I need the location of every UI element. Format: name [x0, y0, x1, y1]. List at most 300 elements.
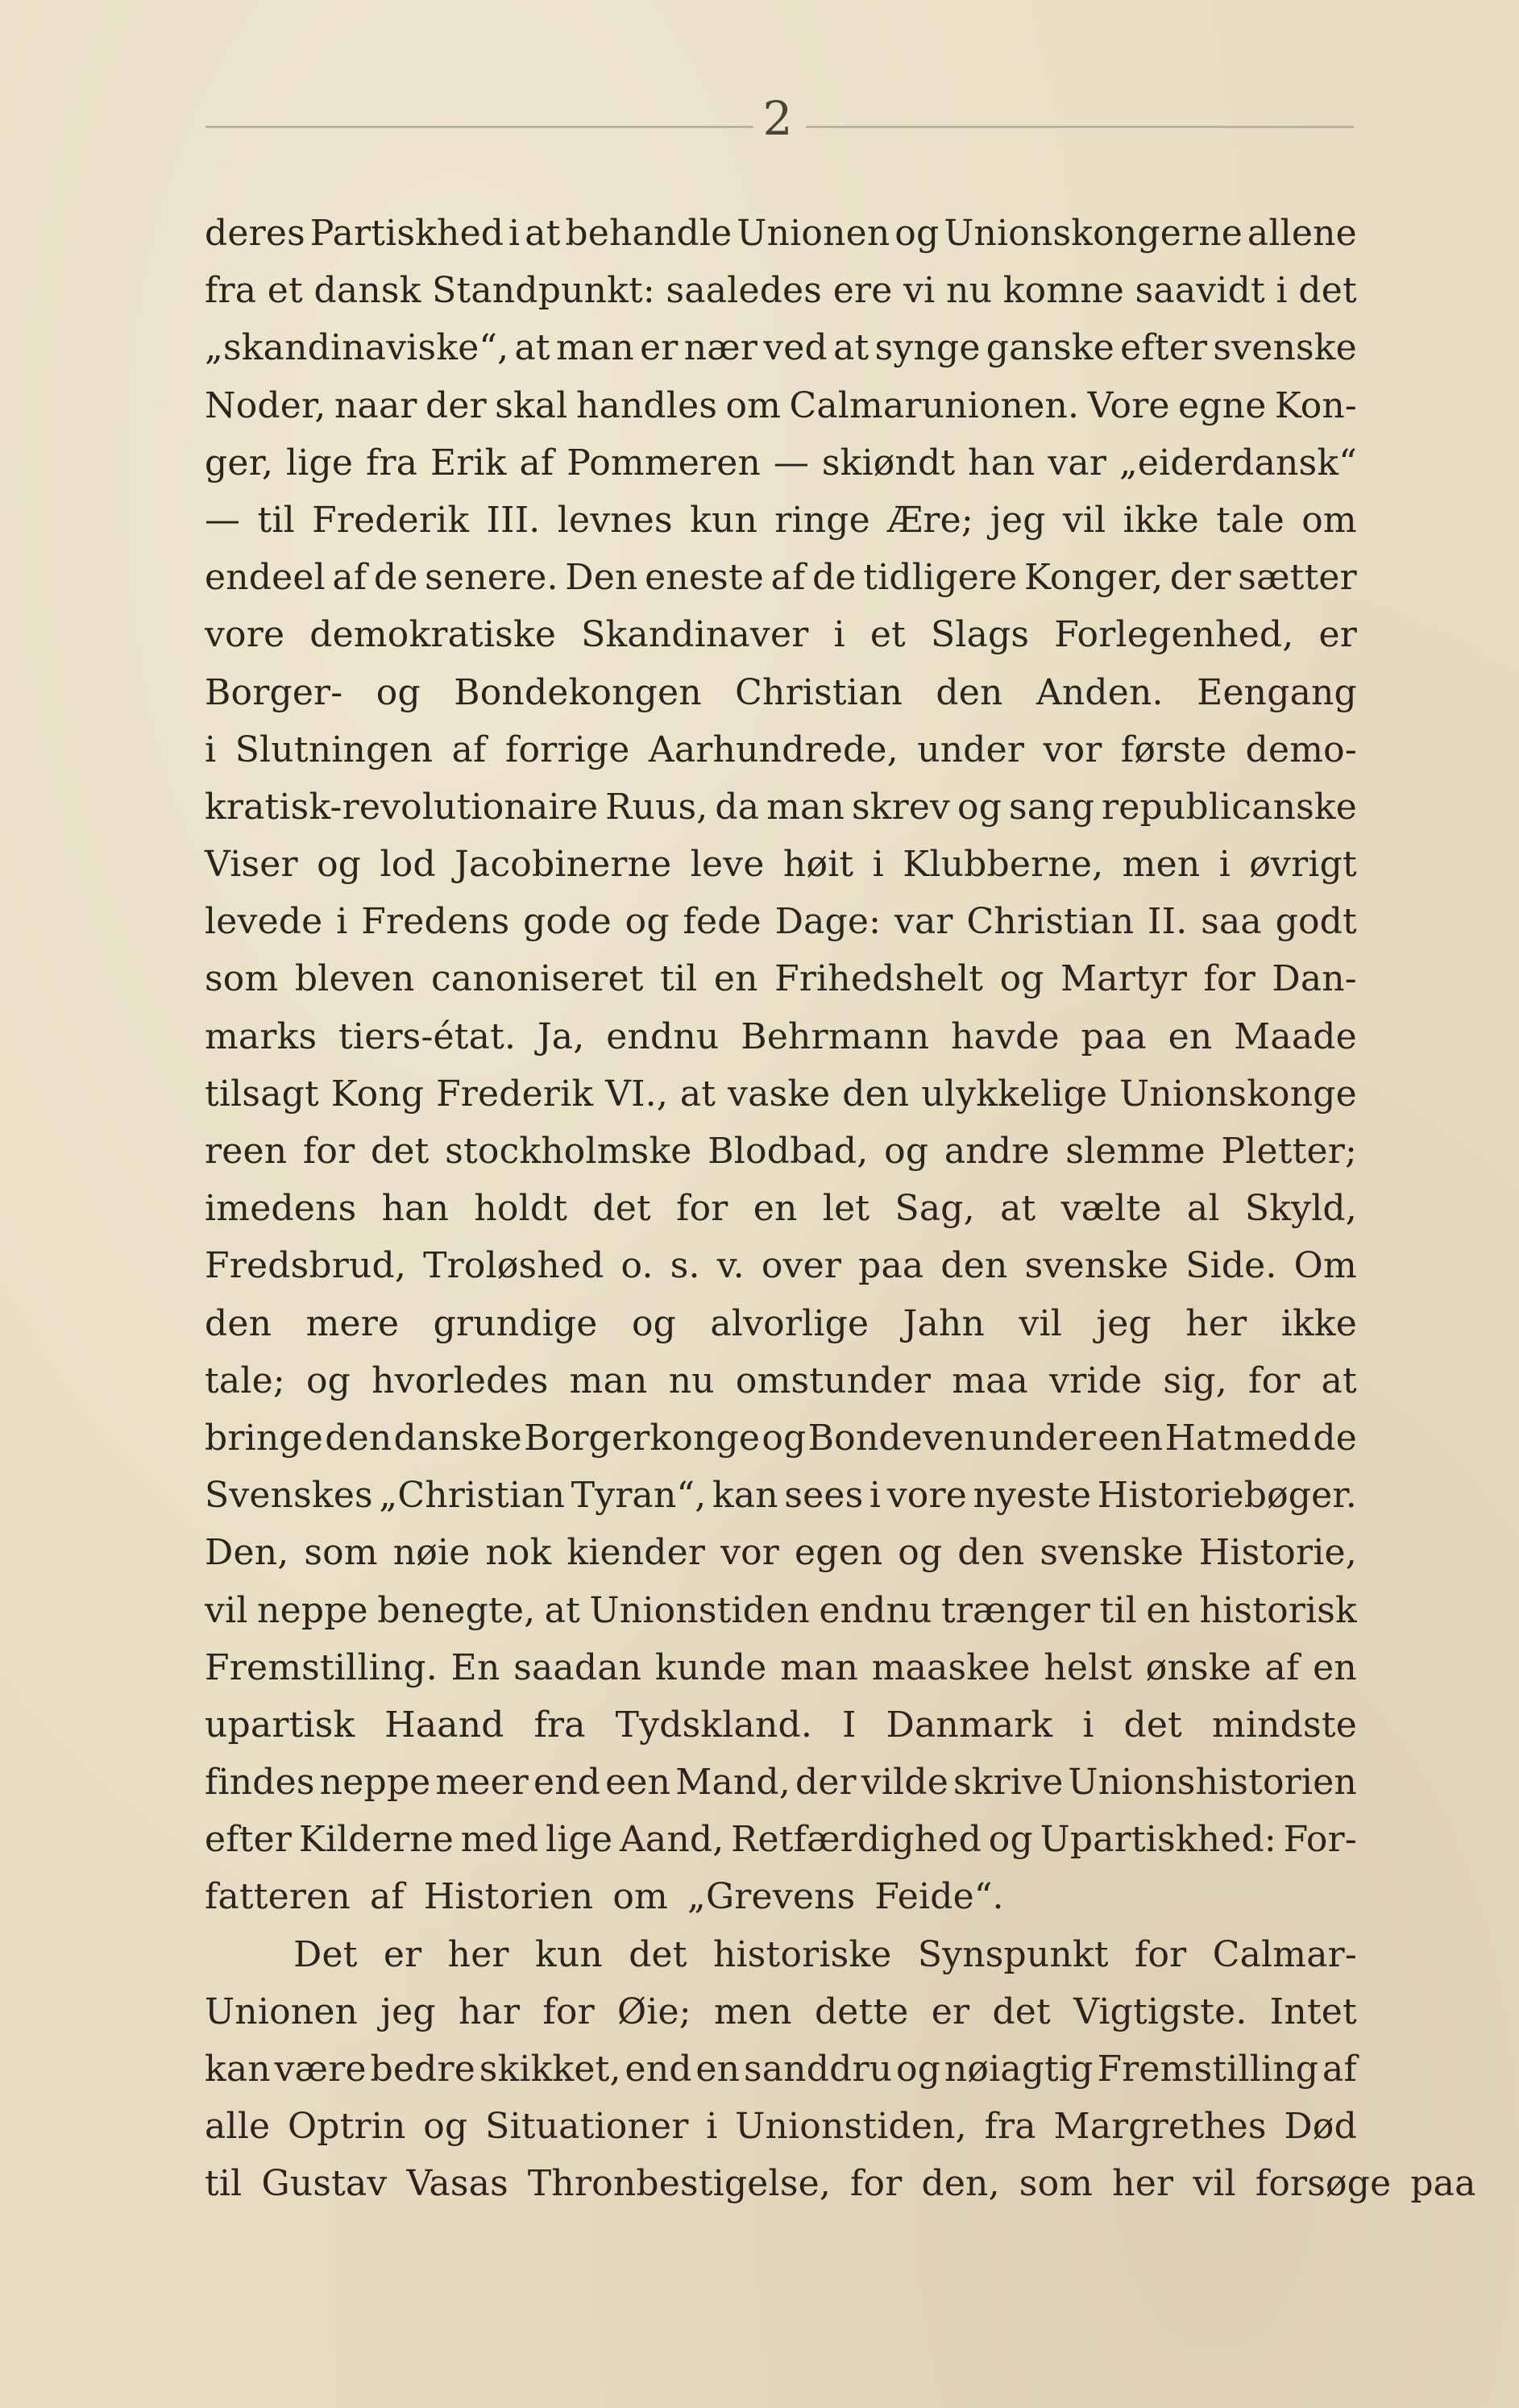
word: kan [205, 2049, 271, 2090]
word: man [569, 1360, 648, 1401]
word: for [676, 1188, 728, 1230]
text-line [205, 606, 1357, 663]
text-line [205, 262, 1357, 319]
word: ulykkelige [921, 1073, 1108, 1115]
word: holdt [474, 1188, 568, 1230]
word: en [1168, 1015, 1213, 1057]
word: for [1248, 1360, 1301, 1401]
word: o. [620, 1245, 654, 1287]
word: eneste [645, 557, 764, 599]
word: v. [716, 1245, 745, 1287]
word: alvorlige [710, 1302, 869, 1344]
word: skikket, [479, 2049, 621, 2090]
text-line [205, 778, 1357, 836]
word: marks [205, 1015, 317, 1057]
word: Vore [1087, 384, 1170, 426]
word: nær [683, 327, 758, 369]
word: i [1218, 844, 1231, 886]
word: Kon- [1274, 384, 1357, 426]
word: maa [952, 1360, 1028, 1401]
word: vi [903, 270, 936, 312]
word: leve [690, 844, 765, 886]
word: — [205, 499, 241, 541]
word: Anden. [1035, 671, 1164, 713]
word: efter [205, 1819, 293, 1861]
word: saa [1201, 901, 1262, 943]
word: i [205, 729, 217, 770]
word: Jahn [903, 1302, 986, 1344]
word: vor [1043, 729, 1102, 770]
word: af [369, 1876, 405, 1918]
word: for [1135, 1933, 1187, 1975]
text-line [205, 2098, 1357, 2155]
word: af [770, 557, 806, 599]
word: Død [1284, 2106, 1357, 2148]
word: kan [712, 1475, 778, 1517]
word: lige [286, 442, 354, 484]
word: Ruus, [605, 786, 708, 828]
word: i [869, 1475, 882, 1517]
word: endeel [205, 557, 326, 599]
text-line [205, 319, 1357, 376]
word: „Christian [379, 1475, 566, 1517]
word: til [660, 958, 698, 1000]
word: Borgerkonge [524, 1417, 761, 1459]
word: Historien [423, 1876, 594, 1918]
word: stockholmske [445, 1131, 692, 1172]
word: af [1322, 2049, 1357, 2090]
word: og [762, 1417, 807, 1459]
word: man [766, 786, 845, 828]
word: VI., [605, 1073, 669, 1115]
word: Slags [930, 614, 1030, 656]
word: helst [1044, 1646, 1133, 1688]
word: Unionen [737, 213, 890, 254]
text-line [205, 1983, 1357, 2041]
text-line [205, 1868, 1357, 1925]
text-line [205, 664, 1357, 721]
word: danske [393, 1417, 522, 1459]
word: end [625, 2049, 692, 2090]
word: Behrmann [741, 1015, 930, 1057]
word: ved [763, 327, 828, 369]
word: øvrigt [1249, 844, 1357, 886]
text-line [205, 434, 1357, 492]
word: tale [1216, 499, 1285, 541]
word: i [872, 844, 884, 886]
word: Borger- [205, 671, 343, 713]
word: Optrin [287, 2106, 406, 2148]
word: Maade [1234, 1015, 1357, 1057]
word: imedens [205, 1188, 357, 1230]
word: demo- [1245, 729, 1357, 770]
body-text [205, 205, 1476, 2213]
word: er [931, 1991, 970, 2032]
word: det [1123, 1704, 1183, 1746]
word: sætter [1238, 557, 1357, 599]
word: trænger [941, 1589, 1091, 1631]
word: maaskee [871, 1646, 1031, 1688]
word: Tydskland. [615, 1704, 813, 1746]
word: nyeste [973, 1475, 1092, 1517]
word: grundige [433, 1302, 598, 1344]
word: svenske [1024, 1245, 1169, 1287]
word: bleven [294, 958, 415, 1000]
word: ønske [1145, 1646, 1251, 1688]
word: Pletter; [1221, 1131, 1357, 1172]
word: de [373, 557, 418, 599]
word: under [917, 729, 1025, 770]
word: med [1233, 1417, 1312, 1459]
word: svenske [1213, 327, 1357, 369]
word: Bondeven [807, 1417, 987, 1459]
word: nøiagtig [944, 2049, 1094, 2090]
word: det [1298, 270, 1357, 312]
word: Unionskonge [1119, 1073, 1357, 1115]
word: var [894, 901, 953, 943]
word: mere [305, 1302, 400, 1344]
text-line [205, 1811, 1357, 1868]
word: i [833, 614, 845, 656]
word: det [992, 1991, 1051, 2032]
word: og [884, 1131, 929, 1172]
word: som [304, 1532, 378, 1574]
word: de [812, 557, 857, 599]
word: Sag, [894, 1188, 975, 1230]
word: mindste [1211, 1704, 1357, 1746]
word: en [753, 1188, 798, 1230]
word: reen [205, 1131, 288, 1172]
word: vaske [728, 1073, 831, 1115]
word: Standpunkt: [432, 270, 655, 312]
word: og [423, 2106, 468, 2148]
word: fra [365, 442, 418, 484]
word: vil [1193, 2163, 1236, 2205]
word: tidligere [863, 557, 1018, 599]
word: Noder, [205, 384, 326, 426]
word: til [257, 499, 295, 541]
word: Øie; [617, 1991, 691, 2032]
word: en [1146, 1589, 1191, 1631]
word: Synspunkt [917, 1933, 1109, 1975]
word: historisk [1199, 1589, 1357, 1631]
word: paa [1410, 2163, 1476, 2205]
word: „skandinaviske“, [205, 327, 509, 369]
word: dette [814, 1991, 909, 2032]
word: i [336, 901, 348, 943]
word: i [508, 213, 521, 254]
word: Tyran“, [571, 1475, 707, 1517]
word: Fremstilling [1097, 2049, 1319, 2090]
word: neppe [257, 1589, 368, 1631]
word: Dage: [774, 901, 882, 943]
text-line [205, 1008, 1357, 1065]
word: af [332, 557, 367, 599]
word: behandle [565, 213, 733, 254]
word: komne [1002, 270, 1124, 312]
word: kun [534, 1933, 603, 1975]
text-line [205, 1524, 1357, 1581]
word: man [555, 327, 634, 369]
word: Christian [966, 901, 1135, 943]
text-line [205, 1696, 1357, 1754]
word: Frederik [312, 499, 470, 541]
word: let [822, 1188, 870, 1230]
word: om [612, 1876, 668, 1918]
word: saaledes [666, 270, 823, 312]
word: vor [720, 1532, 780, 1574]
word: omstunder [735, 1360, 932, 1401]
word: s. [670, 1245, 700, 1287]
text-line [205, 950, 1357, 1007]
word: paa [1081, 1015, 1147, 1057]
word: „eiderdansk“ [1118, 442, 1357, 484]
word: canoniseret [430, 958, 644, 1000]
word: Ære; [887, 499, 973, 541]
word: Calmar- [1212, 1933, 1357, 1975]
word: Aarhundrede, [648, 729, 899, 770]
word: meer [435, 1762, 529, 1804]
word: handles [575, 384, 718, 426]
word: Skandinaver [581, 614, 809, 656]
word: som [1019, 2163, 1094, 2205]
word: III. [486, 499, 541, 541]
word: Danmark [886, 1704, 1053, 1746]
word: der [425, 384, 487, 426]
word: II. [1148, 901, 1188, 943]
word: levede [205, 901, 323, 943]
text-line [205, 1926, 1357, 1983]
word: slemme [1065, 1131, 1206, 1172]
word: svenske [1040, 1532, 1184, 1574]
word: fede [683, 901, 762, 943]
word: forrige [504, 729, 630, 770]
word: Partiskhed [309, 213, 504, 254]
word: ikke [1123, 499, 1199, 541]
word: nok [485, 1532, 552, 1574]
word: nu [668, 1360, 715, 1401]
word: til [205, 2163, 243, 2205]
word: ringe [774, 499, 870, 541]
word: en [695, 2049, 741, 2090]
word: senere. [425, 557, 558, 599]
text-line [205, 205, 1357, 262]
text-line [205, 1180, 1357, 1237]
word: Side. [1185, 1245, 1277, 1287]
word: Retfærdighed [731, 1819, 982, 1861]
word: nu [946, 270, 993, 312]
word: og [625, 901, 670, 943]
word: demokratiske [309, 614, 557, 656]
word: han [968, 442, 1035, 484]
word: efter [1120, 327, 1208, 369]
word: Unionskongerne [944, 213, 1243, 254]
word: godt [1275, 901, 1357, 943]
word: vil [1019, 1302, 1063, 1344]
word: i [706, 2106, 718, 2148]
word: Kong [330, 1073, 425, 1115]
word: forsøge [1255, 2163, 1392, 2205]
word: Historiebøger. [1097, 1475, 1357, 1517]
text-line [205, 721, 1357, 778]
text-line [205, 377, 1357, 434]
word: sig, [1163, 1360, 1227, 1401]
word: med [460, 1819, 539, 1861]
word: og [317, 844, 362, 886]
word: om [725, 384, 782, 426]
word: Unionshistorien [1068, 1762, 1357, 1804]
word: vore [205, 614, 285, 656]
word: Eengang [1197, 671, 1357, 713]
word: Forlegenhed, [1054, 614, 1294, 656]
word: en [1313, 1646, 1357, 1688]
text-line [205, 1065, 1357, 1123]
word: og [898, 1532, 943, 1574]
word: for [302, 1131, 355, 1172]
word: at [525, 213, 561, 254]
word: her [1185, 1302, 1247, 1344]
word: „Grevens [687, 1876, 856, 1918]
word: Mand, [675, 1762, 791, 1804]
word: ikke [1280, 1302, 1357, 1344]
word: republicanske [1102, 786, 1357, 828]
word: vil [1062, 499, 1106, 541]
word: kun [690, 499, 758, 541]
word: bringe [205, 1417, 324, 1459]
word: og [988, 1819, 1033, 1861]
text-line [205, 2041, 1357, 2098]
page-number: 2 [762, 91, 793, 146]
word: den [325, 1417, 392, 1459]
word: benegte, [377, 1589, 536, 1631]
word: Om [1293, 1245, 1357, 1287]
word: i [1082, 1704, 1094, 1746]
word: bedre [370, 2049, 475, 2090]
word: af [1264, 1646, 1300, 1688]
word: Fremstilling. [205, 1646, 438, 1688]
word: den [842, 1073, 910, 1115]
text-line [205, 1754, 1357, 1811]
word: skrev [851, 786, 951, 828]
word: Vasas [406, 2163, 508, 2205]
word: tilsagt [205, 1073, 319, 1115]
text-line [205, 492, 1357, 549]
word: den [957, 1532, 1025, 1574]
word: fra [533, 1704, 586, 1746]
word: her [1112, 2163, 1174, 2205]
word: Slutningen [234, 729, 434, 770]
word: Det [293, 1933, 358, 1975]
word: tale; [205, 1360, 285, 1401]
word: om [1301, 499, 1357, 541]
word: var [1048, 442, 1107, 484]
word: Troløshed [423, 1245, 604, 1287]
word: fatteren [205, 1876, 351, 1918]
word: Vigtigste. [1073, 1991, 1247, 2032]
word: under [989, 1417, 1096, 1459]
text-line [205, 1582, 1357, 1639]
word: første [1120, 729, 1227, 770]
word: Jacobinerne [454, 844, 672, 886]
word: Ja, [537, 1015, 585, 1057]
word: fra [984, 2106, 1036, 2148]
word: for [850, 2163, 903, 2205]
word: alle [205, 2106, 271, 2148]
word: dansk [313, 270, 421, 312]
word: et [869, 614, 906, 656]
word: synge [874, 327, 981, 369]
word: vride [1049, 1360, 1143, 1401]
text-line [205, 1237, 1357, 1294]
word: kiender [567, 1532, 706, 1574]
word: vælte [1060, 1188, 1162, 1230]
word: og [376, 671, 421, 713]
word: Frederik [436, 1073, 594, 1115]
word: som [205, 958, 279, 1000]
word: er [640, 327, 679, 369]
word: kunde [654, 1646, 767, 1688]
word: skal [495, 384, 568, 426]
word: Blodbad, [708, 1131, 869, 1172]
word: tiers-état. [338, 1015, 517, 1057]
text-line [205, 2155, 1476, 2212]
word: endnu [606, 1015, 720, 1057]
word: Unionstiden, [735, 2106, 967, 2148]
word: egne [1178, 384, 1267, 426]
word: at [833, 327, 869, 369]
word: skrive [952, 1762, 1064, 1804]
word: er [1318, 614, 1357, 656]
word: Martyr [1060, 958, 1188, 1000]
word: Fredens [361, 901, 510, 943]
word: de [1313, 1417, 1357, 1459]
word: deres [205, 213, 305, 254]
word: havde [951, 1015, 1060, 1057]
word: i [1276, 270, 1288, 312]
word: at [544, 1589, 581, 1631]
word: vil [205, 1589, 248, 1631]
text-line [205, 836, 1357, 893]
word: Calmarunionen. [789, 384, 1080, 426]
word: for [542, 1991, 595, 2032]
word: endnu [819, 1589, 932, 1631]
word: og [305, 1360, 351, 1401]
word: han [381, 1188, 450, 1230]
word: den [936, 671, 1003, 713]
word: og [896, 2049, 941, 2090]
word: og [999, 958, 1044, 1000]
word: for [1203, 958, 1255, 1000]
word: Erik [430, 442, 507, 484]
word: — [773, 442, 810, 484]
word: upartisk [205, 1704, 355, 1746]
word: det [592, 1188, 651, 1230]
word: Pommeren [567, 442, 761, 484]
word: det [629, 1933, 687, 1975]
word: I [841, 1704, 857, 1746]
text-line [205, 1352, 1357, 1410]
word: et [267, 270, 303, 312]
word: skiøndt [821, 442, 956, 484]
word: vore [886, 1475, 967, 1517]
word: findes [205, 1762, 315, 1804]
word: Bondekongen [454, 671, 702, 713]
word: Christian [735, 671, 903, 713]
word: Konger, [1023, 557, 1164, 599]
word: den, [921, 2163, 1000, 2205]
word: den [205, 1302, 272, 1344]
word: Aand, [619, 1819, 724, 1861]
